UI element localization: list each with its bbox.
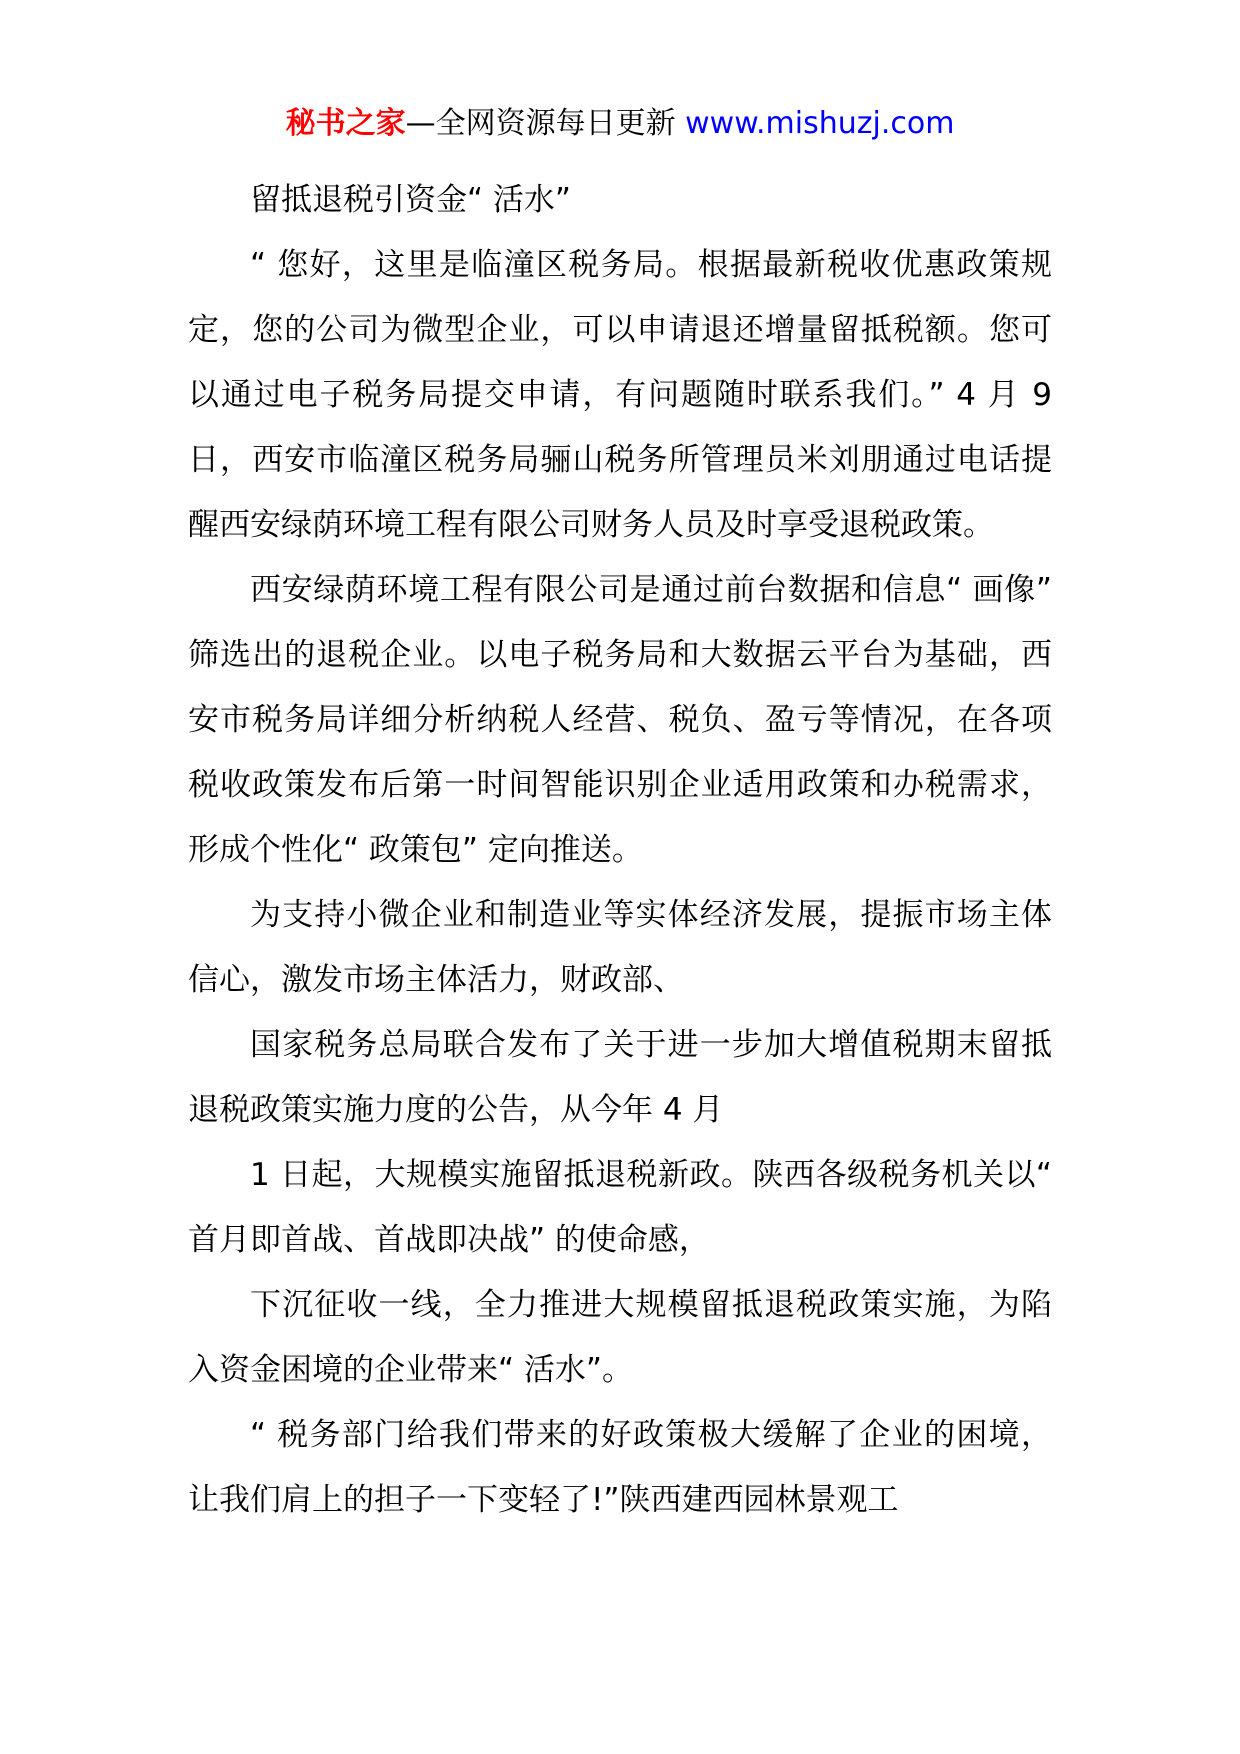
header-tagline: —全网资源每日更新	[405, 106, 686, 141]
site-header	[0, 102, 1240, 146]
paragraph: 1 日起，大规模实施留抵退税新政。陕西各级税务机关以“ 首月即首战、首战即决战” 的使命感，	[188, 1157, 1052, 1258]
brand-name: 秘书之家	[285, 106, 406, 141]
paragraph: 国家税务总局联合发布了关于进一步加大增值税期末留抵退税政策实施力度的公告，从今年 4 月	[188, 1027, 1052, 1128]
paragraph: 下沉征收一线，全力推进大规模留抵退税政策实施，为陷入资金困境的企业带来“ 活水”。	[188, 1287, 1052, 1388]
article-body	[188, 168, 1052, 1533]
paragraph: “ 您好，这里是临潼区税务局。根据最新税收优惠政策规定，您的公司为微型企业，可以申请退还增量留抵税额。您可以通过电子税务局提交申请，有问题随时联系我们。” 4 月 9 日，西安市临潼区税务局骊山税务所管理员米刘朋通过电话提醒西安绿荫环境工程有限公司财务人员及时享受退税政策。	[188, 247, 1052, 543]
paragraph: 西安绿荫环境工程有限公司是通过前台数据和信息“ 画像” 筛选出的退税企业。以电子税务局和大数据云平台为基础，西安市税务局详细分析纳税人经营、税负、盈亏等情况，在各项税收政策发布后第一时间智能识别企业适用政策和办税需求，形成个性化“ 政策包” 定向推送。	[188, 572, 1052, 868]
paragraph: 为支持小微企业和制造业等实体经济发展，提振市场主体信心，激发市场主体活力，财政部、	[188, 897, 1052, 998]
website-url[interactable]: www.mishuzj.com	[685, 106, 955, 141]
paragraph: “ 税务部门给我们带来的好政策极大缓解了企业的困境， 让我们肩上的担子一下变轻了!”陕西建西园林景观工	[188, 1417, 1052, 1518]
article-title: 留抵退税引资金“ 活水”	[250, 182, 571, 218]
